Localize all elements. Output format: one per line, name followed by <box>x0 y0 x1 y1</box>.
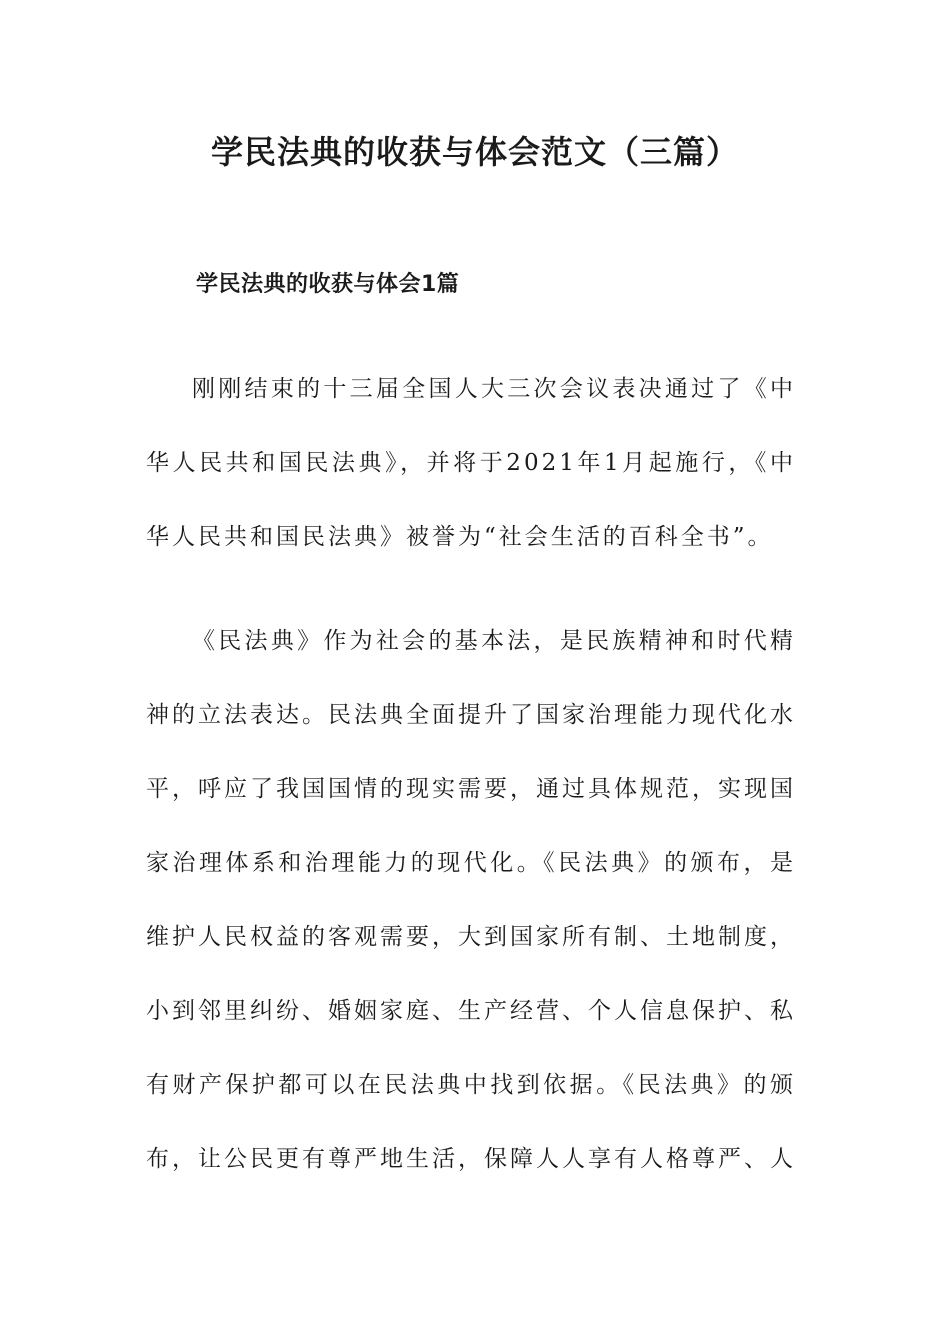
paragraph-2: 《民法典》作为社会的基本法，是民族精神和时代精神的立法表达。民法典全面提升了国家治理能力现代化水平，呼应了我国国情的现实需要，通过具体规范，实现国家治理体系和治理能力的现代化。《民法典》的颁布，是维护人民权益的客观需要，大到国家所有制、土地制度，小到邻里纠纷、婚姻家庭、生产经营、个人信息保护、私有财产保护都可以在民法典中找到依据。《民法典》的颁布，让公民更有尊严地生活，保障人人享有人格尊严、人 <box>146 628 796 1172</box>
section-heading: 学民法典的收获与体会1篇 <box>196 272 460 297</box>
paragraph-1: 刚刚结束的十三届全国人大三次会议表决通过了《中华人民共和国民法典》，并将于2021年1月起施行，《中华人民共和国民法典》被誉为“社会生活的百科全书”。 <box>146 376 796 550</box>
document-title: 学民法典的收获与体会范文（三篇） <box>210 133 739 171</box>
